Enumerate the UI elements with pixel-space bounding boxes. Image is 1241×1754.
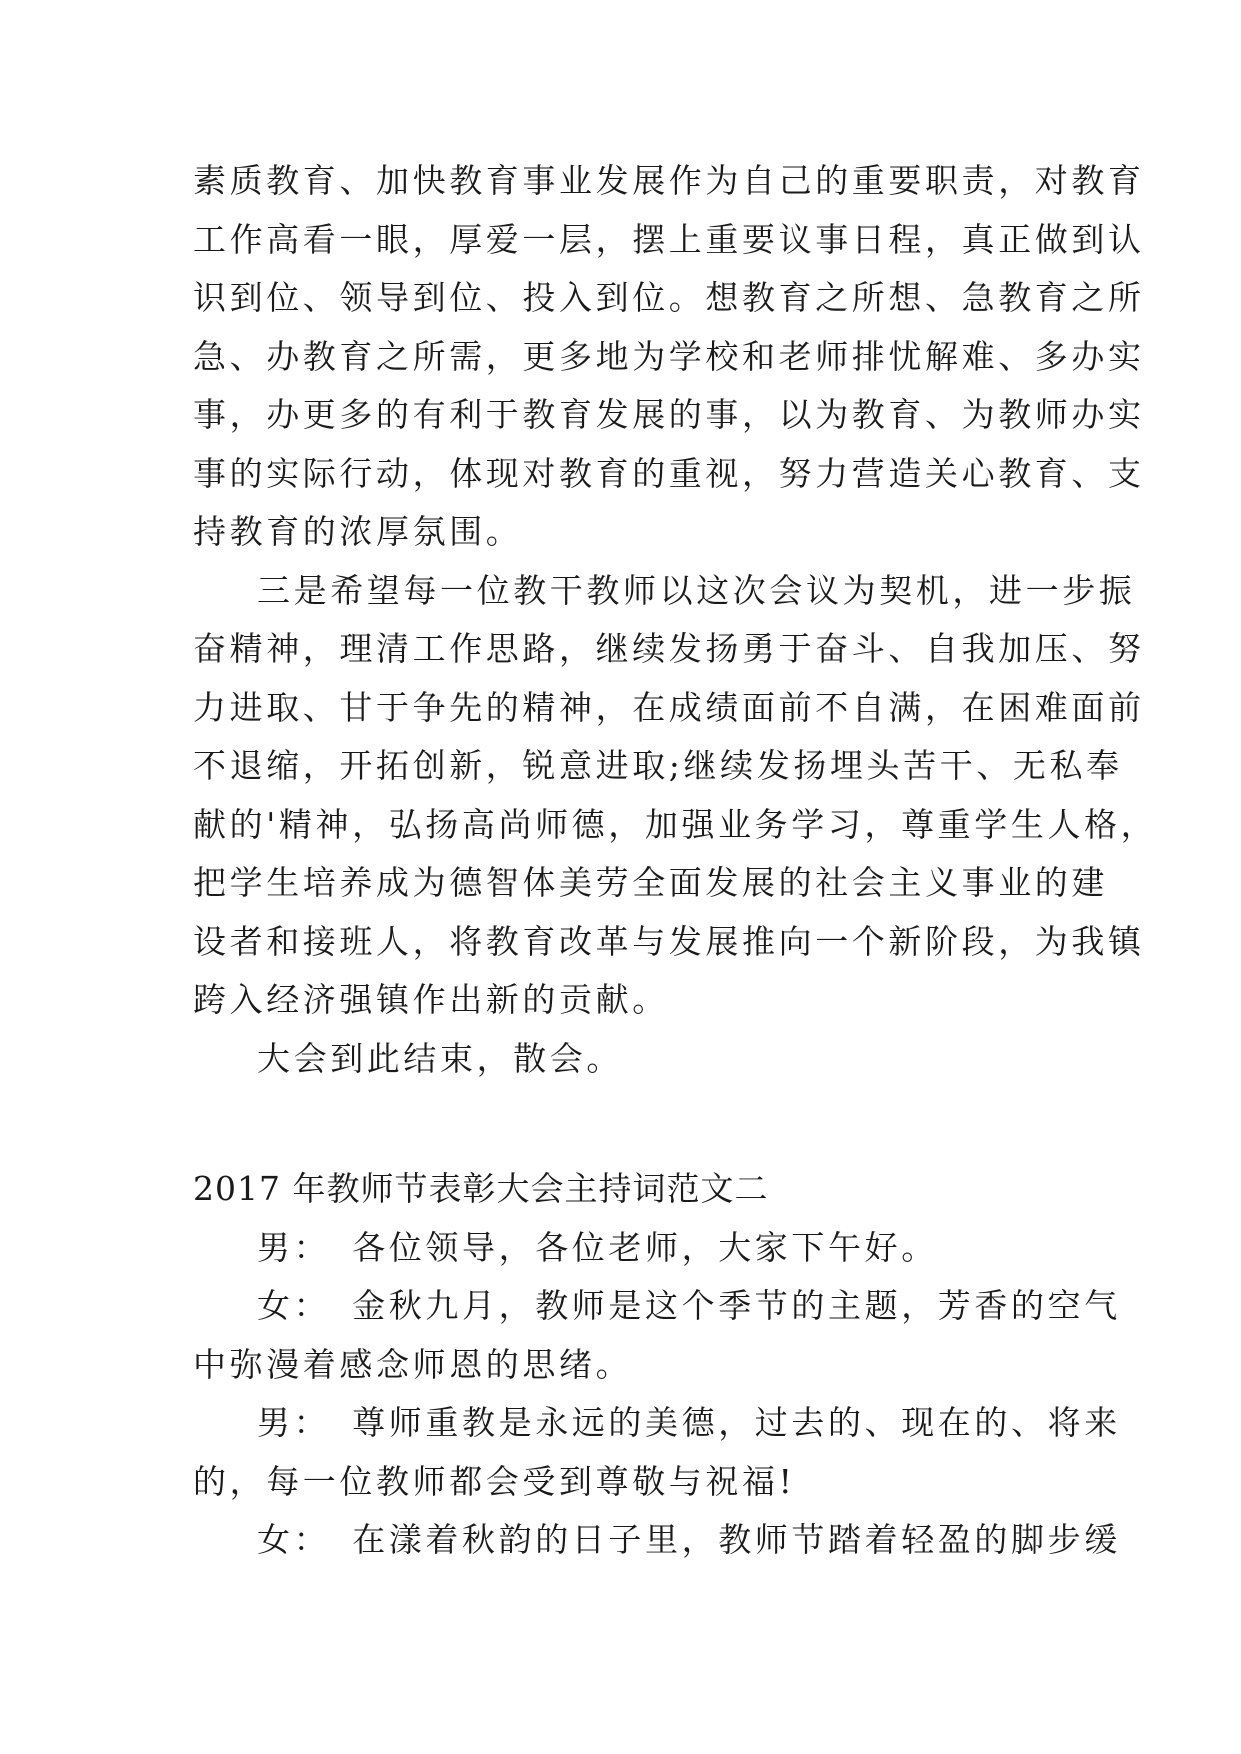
dialogue-line: [193, 1394, 1121, 1453]
paragraph-third-hope: [193, 562, 1158, 1030]
text-line: 事的实际行动，体现对教育的重视，努力营造关心教育、支: [193, 453, 1145, 493]
speaker-label: 女：: [257, 1286, 331, 1325]
dialogue-line: [193, 1277, 1121, 1336]
text-line: 力进取、甘于争先的精神，在成绩面前不自满，在困难面前: [193, 687, 1145, 727]
dialogue-line: [193, 1219, 1053, 1278]
text-line: 三是希望每一位教干教师以这次会议为契机，进一步振: [257, 570, 1136, 610]
text-line: 设者和接班人，将教育改革与发展推向一个新阶段，为我镇: [193, 921, 1145, 961]
text-line: 把学生培养成为德智体美劳全面发展的社会主义事业的建: [193, 863, 1108, 902]
dialogue-continuation: 中弥漫着感念师恩的思绪。: [193, 1344, 633, 1384]
speaker-label: 女：: [257, 1520, 331, 1559]
closing-line: 大会到此结束，散会。: [257, 1038, 623, 1078]
text-line: 急、办教育之所需，更多地为学校和老师排忧解难、多办实: [193, 336, 1145, 376]
dialogue-text: 尊师重教是永远的美德，过去的、现在的、将来: [352, 1403, 1121, 1442]
section-title: 2017 年教师节表彰大会主持词范文二: [193, 1169, 769, 1208]
section-gap: [193, 1088, 1053, 1160]
text-line: 跨入经济强镇作出新的贡献。: [193, 980, 669, 1019]
dialogue-text: 在漾着秋韵的日子里，教师节踏着轻盈的脚步缓: [352, 1520, 1121, 1559]
text-line: 奋精神，理清工作思路，继续发扬勇于奋斗、自我加压、努: [193, 629, 1145, 668]
speaker-label: 男：: [257, 1403, 331, 1442]
dialogue-block: [193, 1219, 1121, 1570]
text-line: 不退缩，开拓创新，锐意进取;继续发扬埋头苦干、无私奉: [193, 746, 1123, 785]
text-line: 素质教育、加快教育事业发展作为自己的重要职责，对教育: [193, 161, 1145, 200]
dialogue-line: [193, 1511, 1121, 1570]
speaker-label: 男：: [257, 1227, 331, 1267]
dialogue-continuation: 的，每一位教师都会受到尊敬与祝福!: [193, 1461, 796, 1501]
text-line: 工作高看一眼，厚爱一层，摆上重要议事日程，真正做到认: [193, 219, 1145, 259]
text-line: 献的'精神，弘扬高尚师德，加强业务学习，尊重学生人格，: [193, 804, 1158, 844]
text-line: 持教育的浓厚氛围。: [193, 512, 523, 551]
document-body: [193, 152, 1158, 1570]
paragraph-education-duty: [193, 152, 1145, 562]
text-line: 识到位、领导到位、投入到位。想教育之所想、急教育之所: [193, 278, 1145, 317]
text-line: 事，办更多的有利于教育发展的事，以为教育、为教师办实: [193, 395, 1145, 434]
dialogue-text: 各位领导，各位老师，大家下午好。: [352, 1227, 938, 1267]
dialogue-text: 金秋九月，教师是这个季节的主题，芳香的空气: [352, 1286, 1121, 1325]
